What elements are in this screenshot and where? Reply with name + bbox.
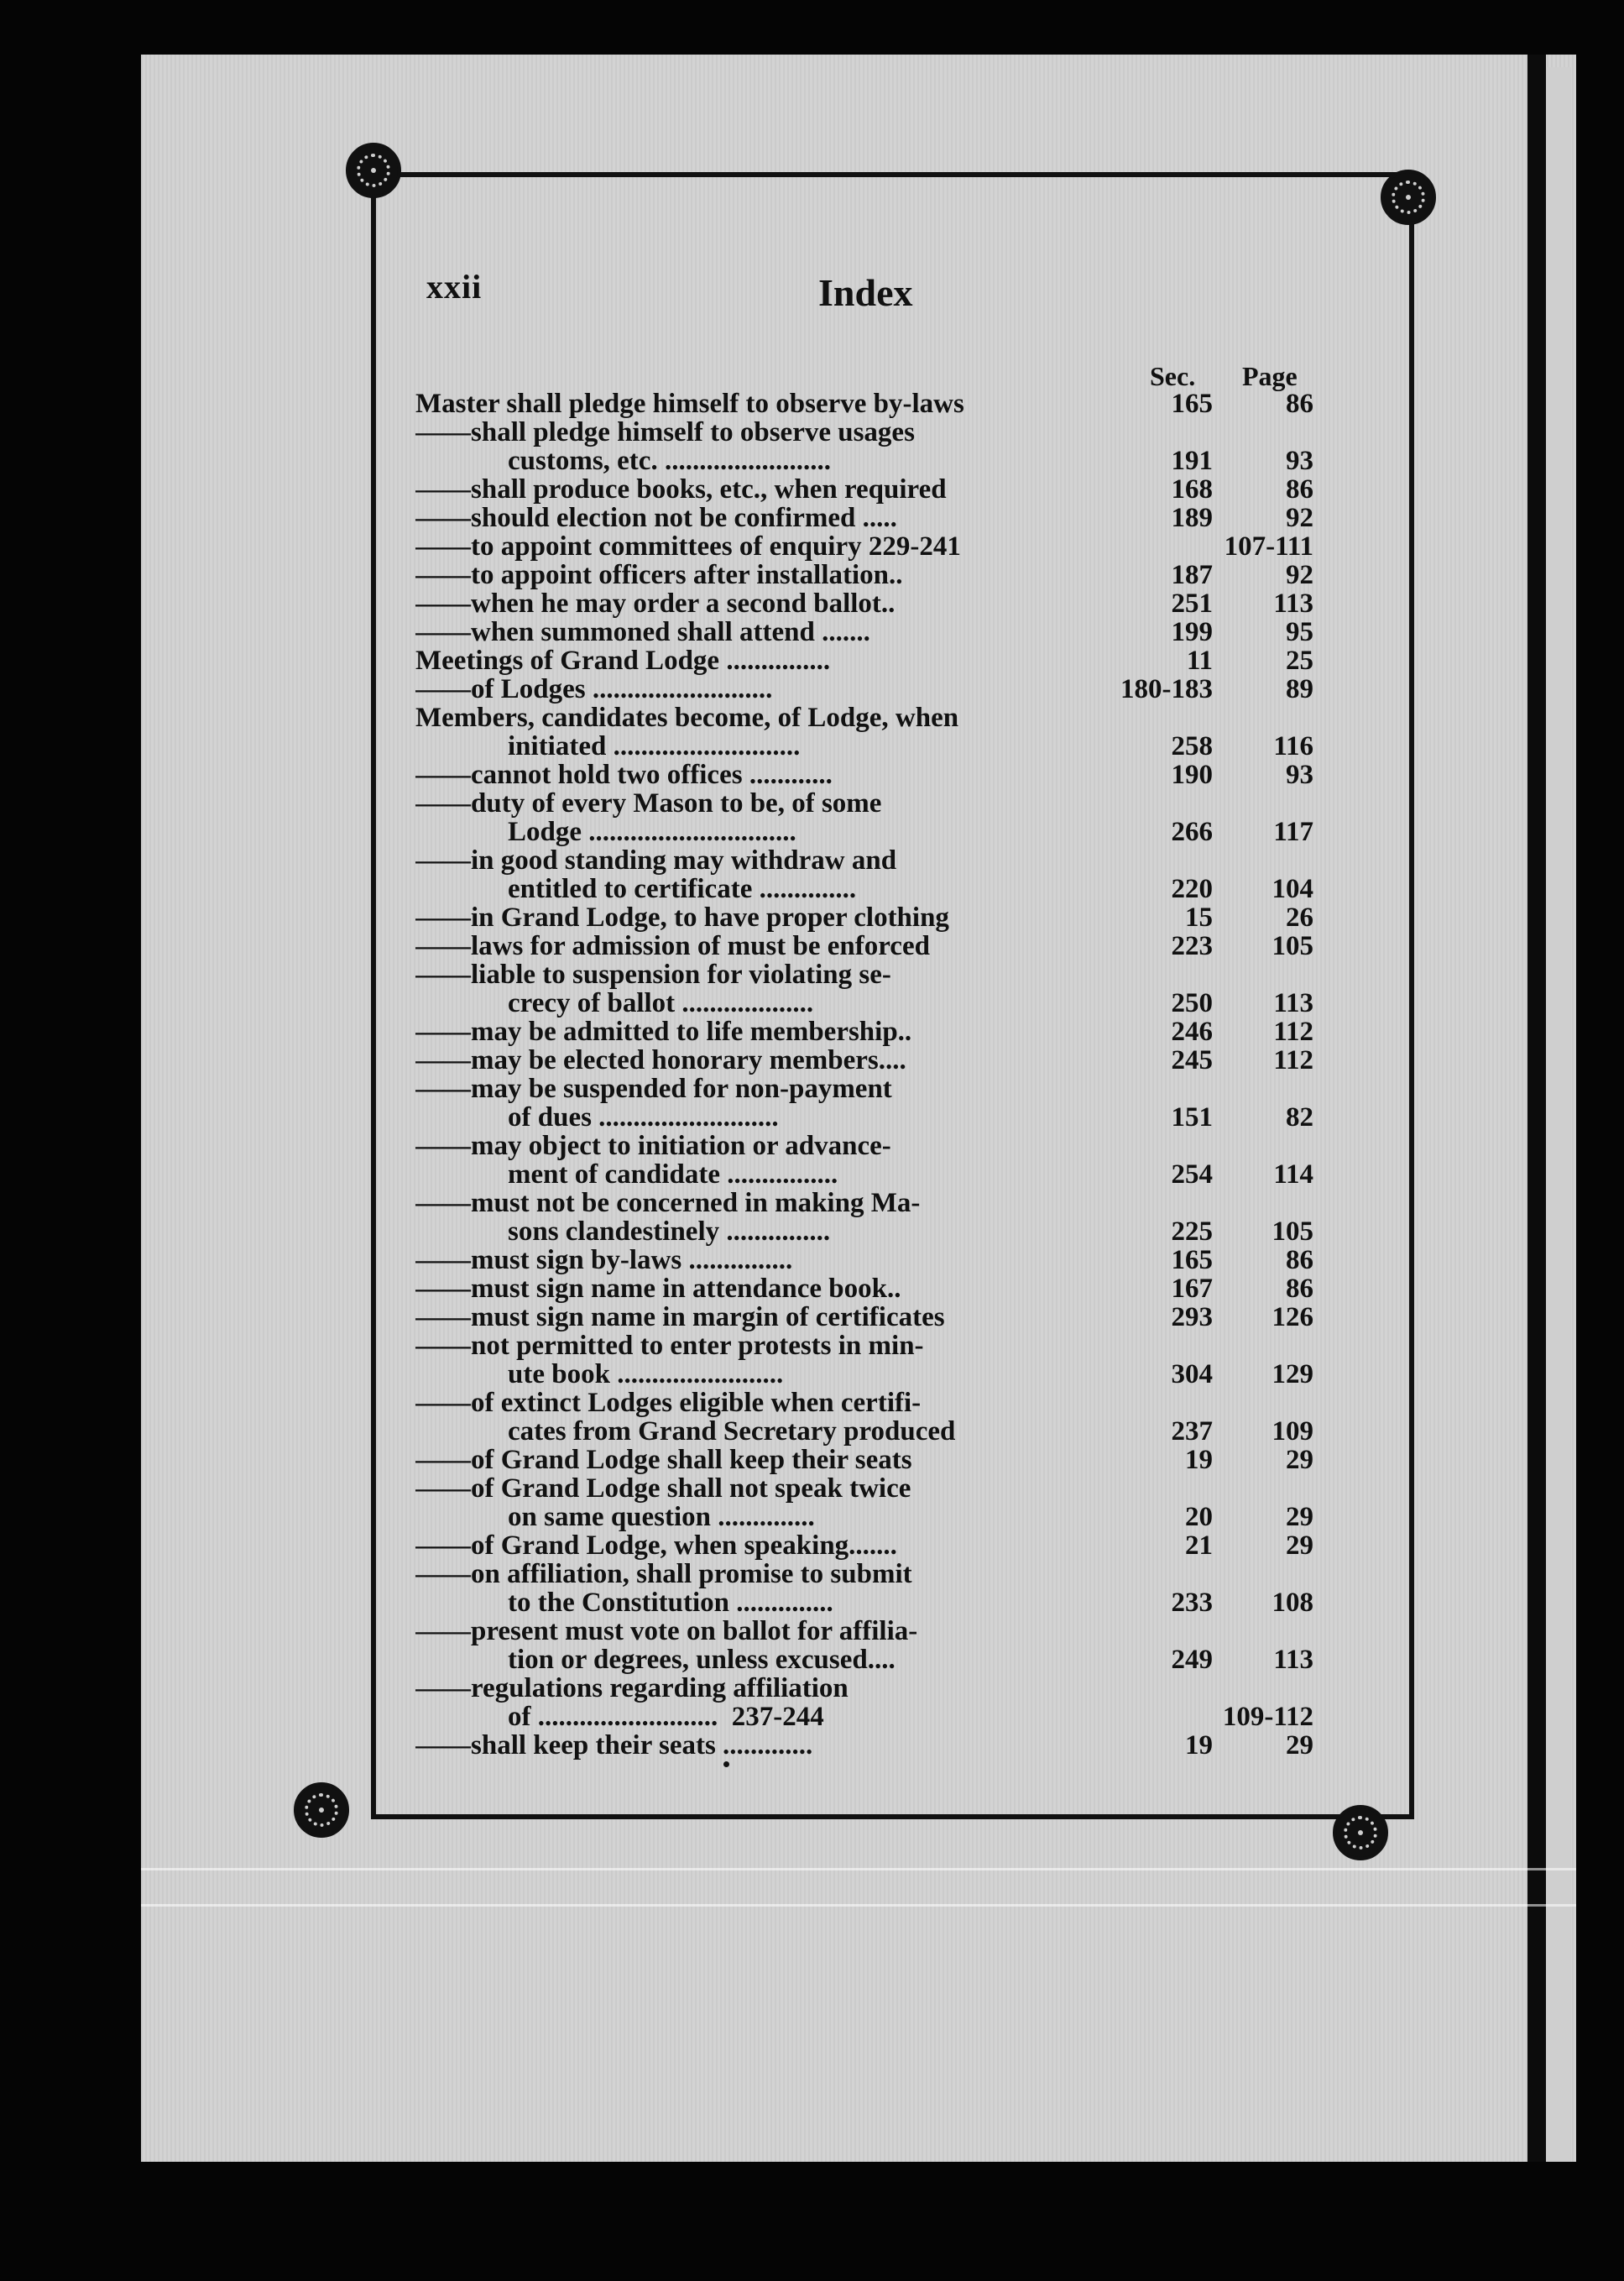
entry-page [1213, 704, 1313, 732]
entry-term: ——of Lodges .......................... [415, 675, 773, 704]
entry-page: 93 [1286, 446, 1313, 476]
entry-section [1120, 1331, 1213, 1360]
entry-page: 86 [1286, 1274, 1313, 1304]
entry-section: 293 [1171, 1302, 1213, 1332]
entry-page [1213, 846, 1313, 875]
entry-page: 113 [1273, 1645, 1313, 1675]
index-entry [415, 1674, 1313, 1703]
entry-term: ——shall keep their seats ............. [415, 1731, 813, 1760]
entry-section: 189 [1171, 503, 1213, 533]
index-entry [415, 1446, 1313, 1474]
entry-section: 19 [1185, 1730, 1213, 1760]
entry-term: ——may object to initiation or advance- [415, 1132, 891, 1160]
index-entries [415, 390, 1313, 1760]
index-entry [415, 903, 1313, 932]
index-entry [415, 761, 1313, 789]
entry-section [1120, 1075, 1213, 1103]
entry-page: 117 [1273, 817, 1313, 847]
entry-term: Meetings of Grand Lodge ............... [415, 646, 831, 675]
index-entry [415, 418, 1313, 447]
index-entry [415, 1132, 1313, 1160]
entry-section: 168 [1171, 474, 1213, 505]
entry-section: 167 [1171, 1274, 1213, 1304]
border-right [1409, 189, 1414, 1819]
entry-page [1213, 1331, 1313, 1360]
rosette-ornament-icon [1381, 170, 1436, 225]
index-entry [415, 732, 1313, 761]
entry-page: 86 [1286, 474, 1313, 505]
binding-shadow [1527, 55, 1546, 2162]
index-entry [415, 1274, 1313, 1303]
index-entry [415, 1474, 1313, 1503]
index-list [415, 361, 1313, 1760]
entry-term: ——of Grand Lodge, when speaking....... [415, 1531, 897, 1560]
entry-section: 190 [1171, 760, 1213, 790]
rosette-ornament-icon [346, 143, 401, 198]
entry-page [1213, 1474, 1313, 1503]
entry-page: 29 [1286, 1502, 1313, 1532]
entry-page [1213, 960, 1313, 989]
entry-page: 126 [1272, 1302, 1313, 1332]
entry-section: 233 [1171, 1588, 1213, 1618]
entry-term: Lodge .............................. [508, 818, 796, 846]
entry-term: cates from Grand Secretary produced [508, 1417, 956, 1446]
index-entry [415, 1103, 1313, 1132]
index-entry [415, 618, 1313, 646]
index-entry [415, 504, 1313, 532]
entry-page: 26 [1286, 902, 1313, 933]
entry-page: 89 [1286, 674, 1313, 704]
entry-section: 225 [1171, 1216, 1213, 1247]
entry-term: ——to appoint committees of enquiry 229-241 [415, 532, 961, 561]
index-entry [415, 561, 1313, 589]
entry-term: Members, candidates become, of Lodge, when [415, 704, 959, 732]
entry-term: of dues .......................... [508, 1103, 779, 1132]
entry-page [1213, 1132, 1313, 1160]
entry-page: 112 [1273, 1017, 1313, 1047]
index-entry [415, 789, 1313, 818]
entry-section: 19 [1185, 1445, 1213, 1475]
scan-artifact-line [141, 1868, 1576, 1870]
entry-term: ——to appoint officers after installation.. [415, 561, 903, 589]
index-entry [415, 1617, 1313, 1645]
entry-term: ——of Grand Lodge shall keep their seats [415, 1446, 912, 1474]
index-entry [415, 1046, 1313, 1075]
column-header-page: Page [1242, 361, 1298, 391]
entry-section: 187 [1171, 560, 1213, 590]
index-entry [415, 989, 1313, 1018]
border-top [371, 172, 1414, 177]
entry-term: ——in good standing may withdraw and [415, 846, 897, 875]
entry-term: ——of Grand Lodge shall not speak twice [415, 1474, 911, 1503]
index-entry [415, 1246, 1313, 1274]
entry-term: ——must sign by-laws ............... [415, 1246, 793, 1274]
entry-section: 220 [1171, 874, 1213, 904]
index-entry [415, 1503, 1313, 1531]
index-entry [415, 1189, 1313, 1217]
entry-section: 251 [1171, 589, 1213, 619]
entry-section [1120, 1617, 1213, 1645]
entry-section [1120, 418, 1213, 447]
entry-page: 86 [1286, 1245, 1313, 1275]
entry-term: ——shall pledge himself to observe usages [415, 418, 915, 447]
page-number: xxii [426, 268, 483, 306]
index-entry [415, 1703, 1313, 1731]
entry-term: ——in Grand Lodge, to have proper clothing [415, 903, 949, 932]
entry-section: 304 [1171, 1359, 1213, 1389]
entry-page: 105 [1272, 1216, 1313, 1247]
entry-section [1120, 532, 1213, 561]
entry-term: tion or degrees, unless excused.... [508, 1645, 896, 1674]
index-entry [415, 1588, 1313, 1617]
entry-section: 245 [1171, 1045, 1213, 1075]
index-entry [415, 1417, 1313, 1446]
border-bottom [371, 1814, 1414, 1819]
entry-term: ——when he may order a second ballot.. [415, 589, 896, 618]
entry-page: 112 [1273, 1045, 1313, 1075]
entry-page: 108 [1272, 1588, 1313, 1618]
entry-section: 165 [1171, 1245, 1213, 1275]
entry-page: 29 [1286, 1445, 1313, 1475]
entry-page: 104 [1272, 874, 1313, 904]
entry-section [1120, 1389, 1213, 1417]
entry-page [1213, 1075, 1313, 1103]
entry-term: ——present must vote on ballot for affilia- [415, 1617, 918, 1645]
index-entry [415, 1360, 1313, 1389]
column-headers [415, 361, 1313, 390]
entry-term: ——should election not be confirmed ..... [415, 504, 897, 532]
entry-page: 129 [1272, 1359, 1313, 1389]
entry-page: 113 [1273, 589, 1313, 619]
entry-page: 109-112 [1222, 1702, 1313, 1732]
entry-section: 258 [1171, 731, 1213, 761]
entry-term: to the Constitution .............. [508, 1588, 833, 1617]
entry-term: initiated ........................... [508, 732, 801, 761]
index-entry [415, 1331, 1313, 1360]
entry-term: on same question .............. [508, 1503, 815, 1531]
entry-page: 95 [1286, 617, 1313, 647]
entry-term: ——on affiliation, shall promise to submit [415, 1560, 912, 1588]
entry-term: customs, etc. ........................ [508, 447, 831, 475]
ink-speck [723, 1761, 729, 1767]
rosette-ornament-icon [1333, 1805, 1388, 1860]
entry-term: of .......................... 237-244 [508, 1703, 824, 1731]
entry-page: 29 [1286, 1730, 1313, 1760]
entry-page: 86 [1286, 389, 1313, 419]
entry-section [1120, 1674, 1213, 1703]
entry-page: 93 [1286, 760, 1313, 790]
entry-page: 92 [1286, 560, 1313, 590]
entry-page: 113 [1273, 988, 1313, 1018]
index-entry [415, 1217, 1313, 1246]
index-entry [415, 1560, 1313, 1588]
entry-term: entitled to certificate .............. [508, 875, 857, 903]
entry-page [1213, 1617, 1313, 1645]
entry-section [1120, 1189, 1213, 1217]
entry-section: 20 [1185, 1502, 1213, 1532]
entry-section [1120, 960, 1213, 989]
entry-page: 82 [1286, 1102, 1313, 1133]
entry-page: 114 [1273, 1159, 1313, 1190]
index-entry [415, 675, 1313, 704]
entry-page: 109 [1272, 1416, 1313, 1447]
entry-section [1120, 704, 1213, 732]
entry-section: 223 [1171, 931, 1213, 961]
entry-term: ——liable to suspension for violating se- [415, 960, 891, 989]
entry-page: 29 [1286, 1530, 1313, 1561]
entry-term: ——cannot hold two offices ............ [415, 761, 833, 789]
index-entry [415, 1389, 1313, 1417]
entry-term: ——must sign name in margin of certificates [415, 1303, 945, 1331]
entry-term: ——laws for admission of must be enforced [415, 932, 930, 960]
entry-section [1120, 1703, 1213, 1731]
entry-page [1213, 1389, 1313, 1417]
entry-term: ——of extinct Lodges eligible when certifi- [415, 1389, 922, 1417]
entry-term: sons clandestinely ............... [508, 1217, 831, 1246]
scan-artifact-line [141, 1904, 1576, 1907]
index-entry [415, 589, 1313, 618]
entry-term: ——duty of every Mason to be, of some [415, 789, 882, 818]
entry-section: 246 [1171, 1017, 1213, 1047]
index-entry [415, 1531, 1313, 1560]
index-entry [415, 646, 1313, 675]
entry-section: 180-183 [1120, 674, 1213, 704]
entry-section: 250 [1171, 988, 1213, 1018]
entry-term: ute book ........................ [508, 1360, 784, 1389]
index-entry [415, 532, 1313, 561]
index-entry [415, 1645, 1313, 1674]
border-left [371, 172, 376, 1819]
entry-page: 105 [1272, 931, 1313, 961]
index-entry [415, 1075, 1313, 1103]
entry-term: ——shall produce books, etc., when required [415, 475, 947, 504]
entry-term: ment of candidate ................ [508, 1160, 838, 1189]
entry-term: ——may be admitted to life membership.. [415, 1018, 912, 1046]
index-entry [415, 1160, 1313, 1189]
index-entry [415, 1731, 1313, 1760]
index-entry [415, 1018, 1313, 1046]
index-entry [415, 447, 1313, 475]
entry-page: 25 [1286, 646, 1313, 676]
entry-section: 151 [1171, 1102, 1213, 1133]
index-entry [415, 875, 1313, 903]
entry-page [1213, 1560, 1313, 1588]
entry-section: 15 [1185, 902, 1213, 933]
entry-section: 237 [1171, 1416, 1213, 1447]
entry-page: 92 [1286, 503, 1313, 533]
entry-term: ——when summoned shall attend ....... [415, 618, 870, 646]
rosette-ornament-icon [294, 1782, 349, 1838]
entry-term: ——may be suspended for non-payment [415, 1075, 892, 1103]
entry-section: 165 [1171, 389, 1213, 419]
entry-term: Master shall pledge himself to observe by-laws [415, 390, 964, 418]
entry-section [1120, 1474, 1213, 1503]
entry-term: crecy of ballot ................... [508, 989, 814, 1018]
entry-term: ——must not be concerned in making Ma- [415, 1189, 921, 1217]
entry-page [1213, 789, 1313, 818]
index-entry [415, 846, 1313, 875]
entry-term: ——must sign name in attendance book.. [415, 1274, 901, 1303]
entry-section: 21 [1185, 1530, 1213, 1561]
entry-page: 116 [1273, 731, 1313, 761]
index-entry [415, 704, 1313, 732]
entry-section: 199 [1171, 617, 1213, 647]
entry-page: 107-111 [1224, 531, 1313, 562]
entry-section: 249 [1171, 1645, 1213, 1675]
index-entry [415, 818, 1313, 846]
index-entry [415, 1303, 1313, 1331]
column-header-sec: Sec. [1150, 361, 1196, 391]
index-entry [415, 390, 1313, 418]
adjacent-page-edge [1546, 67, 1571, 2162]
index-entry [415, 475, 1313, 504]
entry-term: ——may be elected honorary members.... [415, 1046, 906, 1075]
entry-section [1120, 846, 1213, 875]
entry-term: ——regulations regarding affiliation [415, 1674, 849, 1703]
index-entry [415, 960, 1313, 989]
entry-page [1213, 418, 1313, 447]
entry-page [1213, 1674, 1313, 1703]
entry-section [1120, 789, 1213, 818]
entry-term: ——not permitted to enter protests in min- [415, 1331, 924, 1360]
entry-section: 11 [1186, 646, 1213, 676]
entry-section: 266 [1171, 817, 1213, 847]
entry-section: 254 [1171, 1159, 1213, 1190]
index-entry [415, 932, 1313, 960]
entry-section [1120, 1560, 1213, 1588]
entry-page [1213, 1189, 1313, 1217]
entry-section [1120, 1132, 1213, 1160]
entry-section: 191 [1171, 446, 1213, 476]
page-title: Index [818, 271, 913, 314]
